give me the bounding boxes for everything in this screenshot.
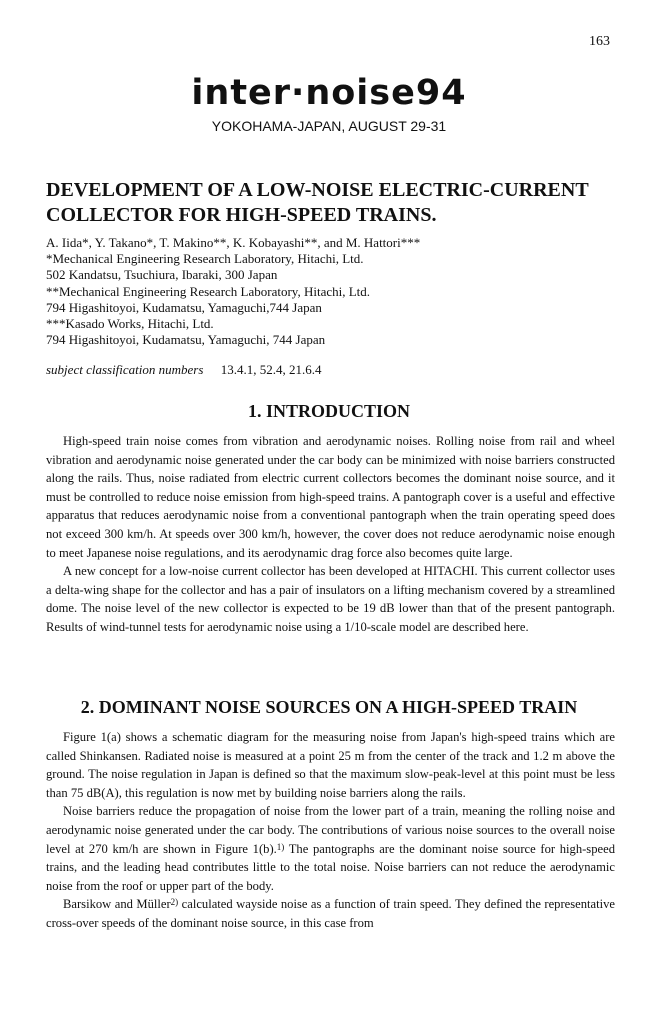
- paragraph-text: Barsikow and Müller: [63, 897, 171, 912]
- paragraph: [46, 802, 615, 895]
- paragraph: High-speed train noise comes from vibration and aerodynamic noises. Rolling noise from rail and wheel vibration and aerodynamic noise generated under the car body can be minimized with noise barriers constructed along the rails. Thus, noise radiated from electric current collectors becomes the dominant noise source, and it must be controlled to reduce noise emission from high-speed trains. A pantograph cover is a useful and effective apparatus that reduces aerodynamic noise from a conventional pantograph when the train operating speed does not exceed 300 km/h. At speeds over 300 km/h, however, the cover does not reduce aerodynamic noise enough to meet Japanese noise regulations, and its aerodynamic drag force also becomes quite large.: [46, 434, 615, 560]
- introduction-body: [46, 432, 615, 637]
- paragraph: Figure 1(a) shows a schematic diagram for the measuring noise from Japan's high-speed trains which are called Shinkansen. Radiated noise is measured at a point 25 m from the center of the track and 1.2 m above the ground. The noise regulation in Japan is defined so that the maximum slow-peak-level at this point must be less than 75 dB(A), this regulation is now met by building noise barriers along the rails.: [46, 730, 615, 800]
- affiliation-line: ***Kasado Works, Hitachi, Ltd.: [46, 316, 214, 332]
- author-block: [46, 235, 626, 348]
- author-list: A. Iida*, Y. Takano*, T. Makino**, K. Kobayashi**, and M. Hattori***: [46, 235, 421, 250]
- paper-title: [46, 178, 626, 228]
- subject-classification-label: subject classification numbers: [46, 362, 204, 377]
- conference-subtitle: YOKOHAMA-JAPAN, AUGUST 29-31: [211, 118, 447, 134]
- paper-title-line-1: DEVELOPMENT OF A LOW-NOISE ELECTRIC-CURRENT: [46, 179, 589, 201]
- reference-superscript: 1): [276, 841, 285, 852]
- affiliation-line: 502 Kandatsu, Tsuchiura, Ibaraki, 300 Japan: [46, 267, 278, 283]
- affiliation-line: **Mechanical Engineering Research Laboratory, Hitachi, Ltd.: [46, 283, 371, 299]
- paragraph-text: The pantographs are the dominant noise source for high-speed trains, and the leading head contributes little to the total noise. Noise barriers can not reduce the aerodynamic noise from the roof or upper part of the body.: [46, 841, 615, 893]
- paragraph: A new concept for a low-noise current collector has been developed at HITACHI. This current collector uses a delta-wing shape for the collector and has a pair of insulators on a lifting mechanism covered by a streamlined dome. The noise level of the new collector is expected to be 19 dB lower than that of the present pantograph. Results of wind-tunnel tests for aerodynamic noise using a 1/10-scale model are described here.: [46, 564, 615, 634]
- conference-logo: inter·noise94: [191, 73, 467, 113]
- subject-classification: [46, 362, 321, 378]
- paper-title-line-2: COLLECTOR FOR HIGH-SPEED TRAINS.: [46, 204, 437, 226]
- affiliation-line: *Mechanical Engineering Research Laboratory, Hitachi, Ltd.: [46, 251, 364, 267]
- affiliation-line: 794 Higashitoyoi, Kudamatsu, Yamaguchi, 744 Japan: [46, 332, 326, 348]
- section-heading-introduction: 1. INTRODUCTION: [247, 401, 411, 421]
- paragraph-text: calculated wayside noise as a function of train speed. They defined the representative cross-over speeds of the dominant noise source, in this case from: [46, 897, 615, 930]
- affiliation-line: 794 Higashitoyoi, Kudamatsu, Yamaguchi,744 Japan: [46, 299, 322, 315]
- paragraph-text: Noise barriers reduce the propagation of noise from the lower part of a train, meaning the rolling noise and aerodynamic noise generated under the car body. The contributions of various noise sources to the overall noise level at 270 km/h are shown in Figure 1(b).: [46, 804, 615, 856]
- page-number: 163: [589, 34, 610, 49]
- subject-classification-numbers: 13.4.1, 52.4, 21.6.4: [220, 362, 322, 377]
- reference-superscript: 2): [170, 897, 179, 908]
- paragraph: [46, 895, 615, 932]
- section-heading-dominant-noise-sources: 2. DOMINANT NOISE SOURCES ON A HIGH-SPEED TRAIN: [80, 697, 578, 717]
- section-2-body: [46, 728, 615, 933]
